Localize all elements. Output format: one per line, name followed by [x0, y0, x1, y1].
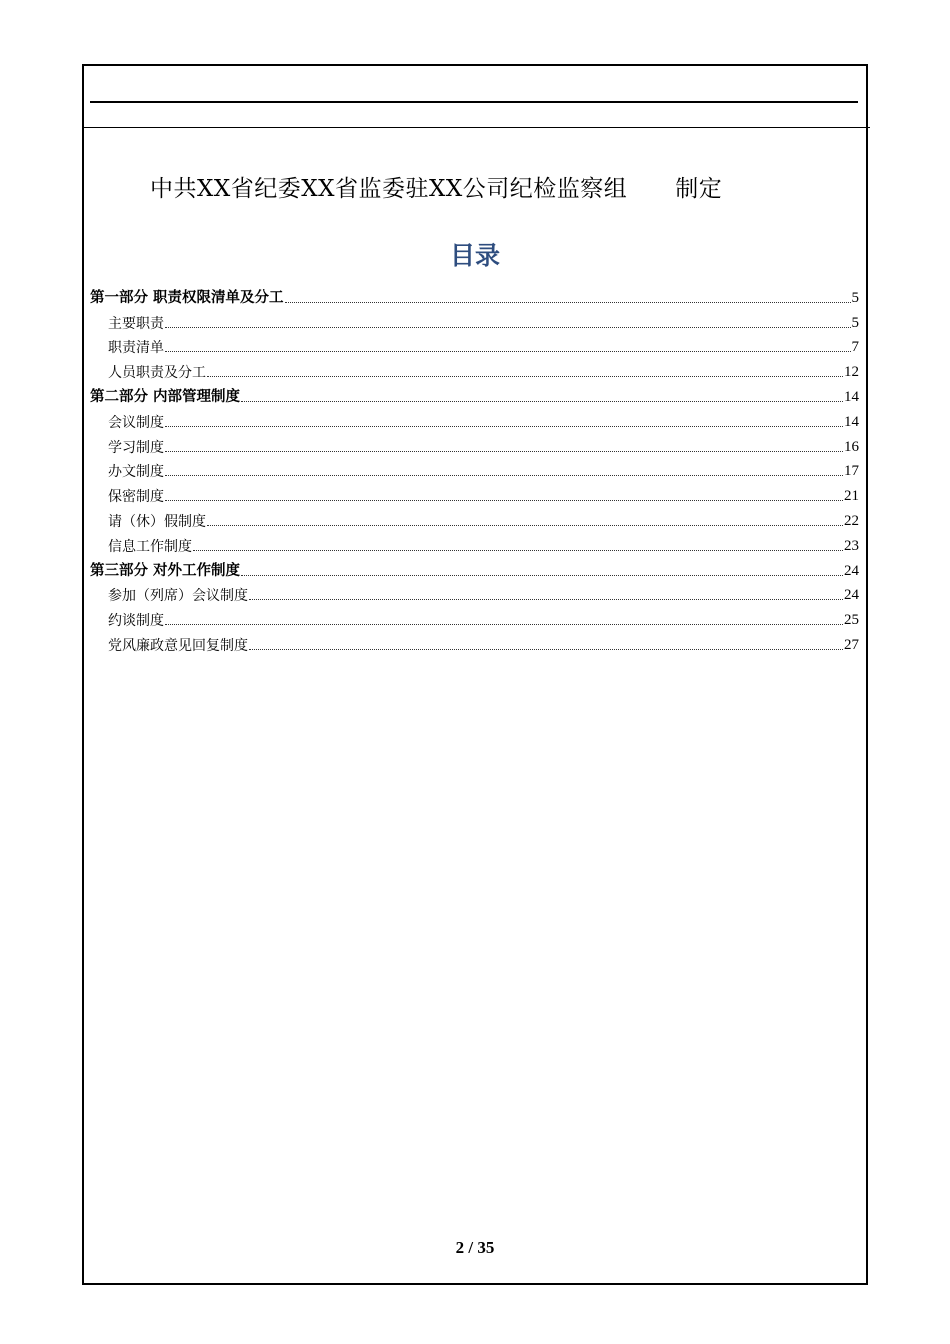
toc-entry-label: 参加（列席）会议制度	[108, 588, 248, 605]
toc-entry-label: 党风廉政意见回复制度	[108, 637, 248, 654]
toc-leader-dots	[165, 426, 843, 427]
header-divider	[82, 127, 870, 128]
toc-leader-dots	[165, 624, 843, 625]
toc-leader-dots	[207, 525, 843, 526]
toc-entry-label: 保密制度	[108, 489, 164, 506]
toc-leader-dots	[193, 550, 843, 551]
organization-name: 中共XX省纪委XX省监委驻XX公司纪检监察组	[150, 176, 628, 202]
toc-leader-dots	[165, 351, 851, 352]
toc-leader-dots	[241, 575, 843, 576]
toc-entry-label: 约谈制度	[108, 613, 164, 630]
page-indicator: 2 / 35	[455, 1238, 495, 1257]
toc-entry-page: 22	[844, 512, 859, 529]
toc-leader-dots	[165, 327, 851, 328]
toc-entry[interactable]	[90, 529, 859, 554]
toc-entry-page: 14	[844, 388, 859, 405]
toc-entry[interactable]	[90, 554, 859, 579]
toc-entry[interactable]	[90, 430, 859, 455]
toc-leader-dots	[165, 475, 843, 476]
toc-leader-dots	[207, 376, 843, 377]
table-of-contents	[90, 281, 859, 653]
toc-leader-dots	[241, 401, 843, 402]
toc-entry-page: 17	[844, 463, 859, 480]
toc-entry-label: 第二部分 内部管理制度	[90, 388, 241, 406]
toc-entry-page: 21	[844, 488, 859, 505]
toc-entry-label: 信息工作制度	[108, 538, 192, 555]
toc-leader-dots	[165, 500, 843, 501]
toc-entry[interactable]	[90, 603, 859, 628]
toc-entry-page: 14	[844, 413, 859, 430]
toc-entry-page: 24	[844, 587, 859, 604]
toc-entry-label: 人员职责及分工	[108, 365, 206, 382]
header-rule	[90, 101, 858, 103]
toc-entry-page: 7	[851, 339, 859, 356]
toc-entry-page: 5	[851, 289, 859, 306]
toc-entry-page: 16	[844, 438, 859, 455]
toc-entry-label: 办文制度	[108, 464, 164, 481]
toc-entry-label: 职责清单	[108, 340, 164, 357]
toc-leader-dots	[165, 451, 843, 452]
toc-entry-label: 会议制度	[108, 414, 164, 431]
toc-entry-page: 24	[844, 562, 859, 579]
toc-entry[interactable]	[90, 405, 859, 430]
toc-leader-dots	[249, 649, 843, 650]
toc-title: 目录	[449, 241, 500, 270]
toc-entry[interactable]	[90, 579, 859, 604]
toc-entry-page: 5	[851, 314, 859, 331]
toc-entry-page: 25	[844, 612, 859, 629]
toc-entry-label: 第一部分 职责权限清单及分工	[90, 289, 284, 307]
toc-entry[interactable]	[90, 455, 859, 480]
toc-entry[interactable]	[90, 628, 859, 653]
toc-entry[interactable]	[90, 504, 859, 529]
toc-entry-label: 学习制度	[108, 439, 164, 456]
toc-entry[interactable]	[90, 355, 859, 380]
toc-entry-label: 主要职责	[108, 315, 164, 332]
toc-leader-dots	[249, 599, 843, 600]
toc-entry-page: 27	[844, 636, 859, 653]
toc-entry[interactable]	[90, 380, 859, 405]
toc-entry-label: 请（休）假制度	[108, 513, 206, 530]
toc-entry[interactable]	[90, 331, 859, 356]
toc-entry[interactable]	[90, 306, 859, 331]
toc-entry[interactable]	[90, 281, 859, 306]
toc-entry-label: 第三部分 对外工作制度	[90, 562, 241, 580]
toc-entry[interactable]	[90, 479, 859, 504]
toc-entry-page: 23	[844, 537, 859, 554]
made-by-label: 制定	[675, 176, 723, 202]
toc-entry-page: 12	[844, 364, 859, 381]
toc-leader-dots	[285, 302, 851, 303]
issuing-organization	[150, 170, 722, 203]
